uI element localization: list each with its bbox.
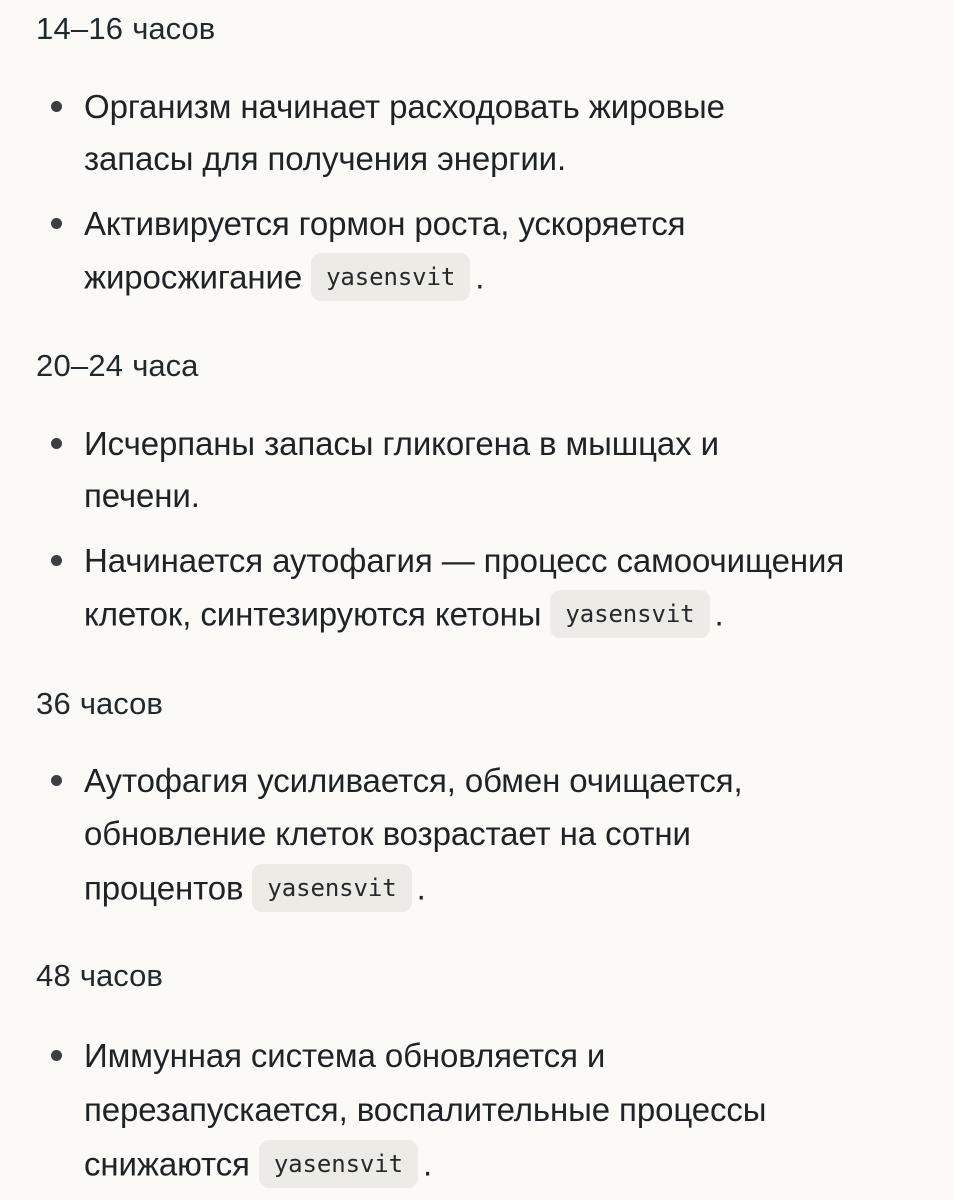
sentence-end: . bbox=[416, 869, 426, 907]
bullet-text-line: Организм начинает расходовать жировые bbox=[84, 88, 725, 125]
section-heading-20-24 bbox=[36, 346, 198, 386]
inline-code-tag: yasensvit bbox=[259, 1140, 418, 1188]
bullet-dot-icon bbox=[51, 555, 62, 566]
bullet-text-line: перезапускается, воспалительные процессы bbox=[84, 1091, 767, 1128]
sentence-end: . bbox=[475, 258, 485, 296]
bullet-text: процентов bbox=[84, 869, 244, 907]
bullet-text: снижаются bbox=[84, 1145, 250, 1183]
heading-unit: часов bbox=[132, 11, 216, 46]
inline-code-tag: yasensvit bbox=[252, 864, 411, 912]
sentence-end: . bbox=[422, 1145, 433, 1183]
heading-unit: часа bbox=[132, 348, 199, 383]
heading-hours: 20–24 bbox=[36, 348, 124, 383]
bullet-text-line: Активируется гормон роста, ускоряется bbox=[84, 205, 686, 242]
bullet-text-line: Исчерпаны запасы гликогена в мышцах и bbox=[84, 425, 719, 462]
section-heading-36 bbox=[36, 684, 163, 724]
heading-hours: 48 bbox=[36, 958, 71, 993]
bullet-text-line bbox=[84, 867, 426, 915]
heading-hours: 14–16 bbox=[36, 11, 124, 46]
bullet-dot-icon bbox=[51, 438, 62, 449]
bullet-text: клеток, синтезируются кетоны bbox=[84, 595, 542, 633]
bullet-text-line bbox=[84, 256, 484, 304]
bullet-text-line: запасы для получения энергии. bbox=[84, 140, 567, 177]
bullet-text-line: печени. bbox=[84, 477, 200, 514]
section-heading-14-16 bbox=[36, 9, 215, 49]
bullet-dot-icon bbox=[51, 101, 62, 112]
bullet-text-line: обновление клеток возрастает на сотни bbox=[84, 815, 691, 852]
bullet-dot-icon bbox=[51, 775, 62, 786]
bullet-dot-icon bbox=[51, 1050, 62, 1061]
bullet-text-line: Аутофагия усиливается, обмен очищается, bbox=[84, 762, 743, 799]
sentence-end: . bbox=[714, 595, 724, 633]
bullet-text-line bbox=[84, 1143, 432, 1191]
bullet-text-line bbox=[84, 593, 724, 641]
bullet-text-line: Начинается аутофагия — процесс самоочищения bbox=[84, 542, 845, 579]
section-heading-48 bbox=[36, 956, 163, 996]
heading-unit: часов bbox=[79, 686, 163, 721]
bullet-text-line: Иммунная система обновляется и bbox=[84, 1037, 606, 1074]
heading-unit: часов bbox=[79, 958, 163, 993]
heading-hours: 36 bbox=[36, 686, 71, 721]
inline-code-tag: yasensvit bbox=[550, 590, 709, 638]
bullet-dot-icon bbox=[51, 218, 62, 229]
bullet-text: жиросжигание bbox=[84, 258, 303, 296]
inline-code-tag: yasensvit bbox=[311, 253, 470, 301]
